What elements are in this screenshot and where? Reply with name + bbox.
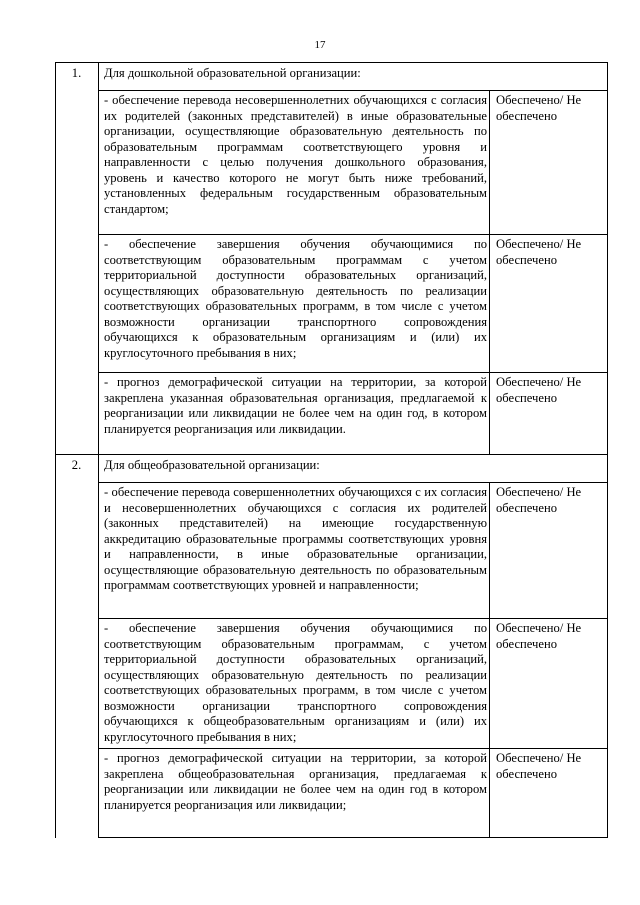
table-border-right <box>607 62 608 838</box>
section-number: 1. <box>71 66 82 80</box>
row-divider <box>98 748 608 749</box>
requirement-text: - обеспечение перевода совершеннолетних обучающихся с их согласия и несовершеннолетних обучающихся с согласия их родителей (законных представителей) на имеющие государственную аккредитацию образовательные программы соответствующих уровня и направленности, в иные образовательные организации, осуществляющие образовательную деятельность по образовательным программам соответствующих уровней и направленности; <box>104 485 487 592</box>
section-number: 2. <box>71 458 82 472</box>
row-divider <box>98 482 608 483</box>
section-divider <box>55 454 608 455</box>
table-border-top <box>55 62 608 63</box>
requirement-text: - обеспечение завершения обучения обучающимися по соответствующим образовательным программам с учетом территориальной доступности образовательных организаций, осуществляющих образовательную деятельность по реализации соответствующих образовательных программ, в том числе с учетом возможности организации транспортного сопровождения обучающихся к образовательным организациям и (или) их круглосуточного пребывания в них; <box>104 237 487 360</box>
column-divider-status <box>489 482 490 838</box>
row-divider <box>98 90 608 91</box>
requirement-text: - обеспечение завершения обучения обучающимися по соответствующим образовательным программам, с учетом территориальной доступности образовательных организаций, осуществляющих образовательную деятельность по реализации соответствующих образовательных программ, в том числе с учетом возможности организации транспортного сопровождения обучающихся к общеобразовательным организациям и (или) их круглосуточного пребывания в них; <box>104 621 487 744</box>
requirement-text: - обеспечение перевода несовершеннолетних обучающихся с согласия их родителей (законных представителей) в иные образовательные организации, осуществляющие образовательную деятельность по образовательным программам соответствующего уровня и направленности с целью получения дошкольного образования, уровень и качество которого не могут быть ниже требований, установленных федеральным государственным образовательным стандартом; <box>104 93 487 216</box>
status-text: Обеспечено/ Не обеспечено <box>496 485 582 515</box>
column-divider-number <box>98 62 99 838</box>
status-text: Обеспечено/ Не обеспечено <box>496 751 582 781</box>
row-divider <box>98 618 608 619</box>
requirement-text: - прогноз демографической ситуации на территории, за которой закреплена общеобразовательная организация, предлагаемая к реорганизации или ликвидации не более чем на один год в котором планируется реорганизация или ликвидации; <box>104 751 487 812</box>
status-text: Обеспечено/ Не обеспечено <box>496 93 582 123</box>
status-text: Обеспечено/ Не обеспечено <box>496 237 582 267</box>
status-text: Обеспечено/ Не обеспечено <box>496 621 582 651</box>
section-heading: Для дошкольной образовательной организации: <box>104 66 361 80</box>
section-heading: Для общеобразовательной организации: <box>104 458 320 472</box>
table-border-left <box>55 62 56 455</box>
criteria-table <box>55 62 608 838</box>
row-divider <box>98 234 608 235</box>
requirement-text: - прогноз демографической ситуации на территории, за которой закреплена указанная образовательная организация, предлагаемой к реорганизации или ликвидации не более чем на один год, в котором планируется реорганизация или ликвидации. <box>104 375 487 436</box>
table-border-bottom <box>98 837 608 838</box>
status-text: Обеспечено/ Не обеспечено <box>496 375 582 405</box>
page-number: 17 <box>314 39 326 51</box>
table-border-left-lower <box>55 454 56 838</box>
row-divider <box>98 372 608 373</box>
column-divider-status <box>489 90 490 455</box>
